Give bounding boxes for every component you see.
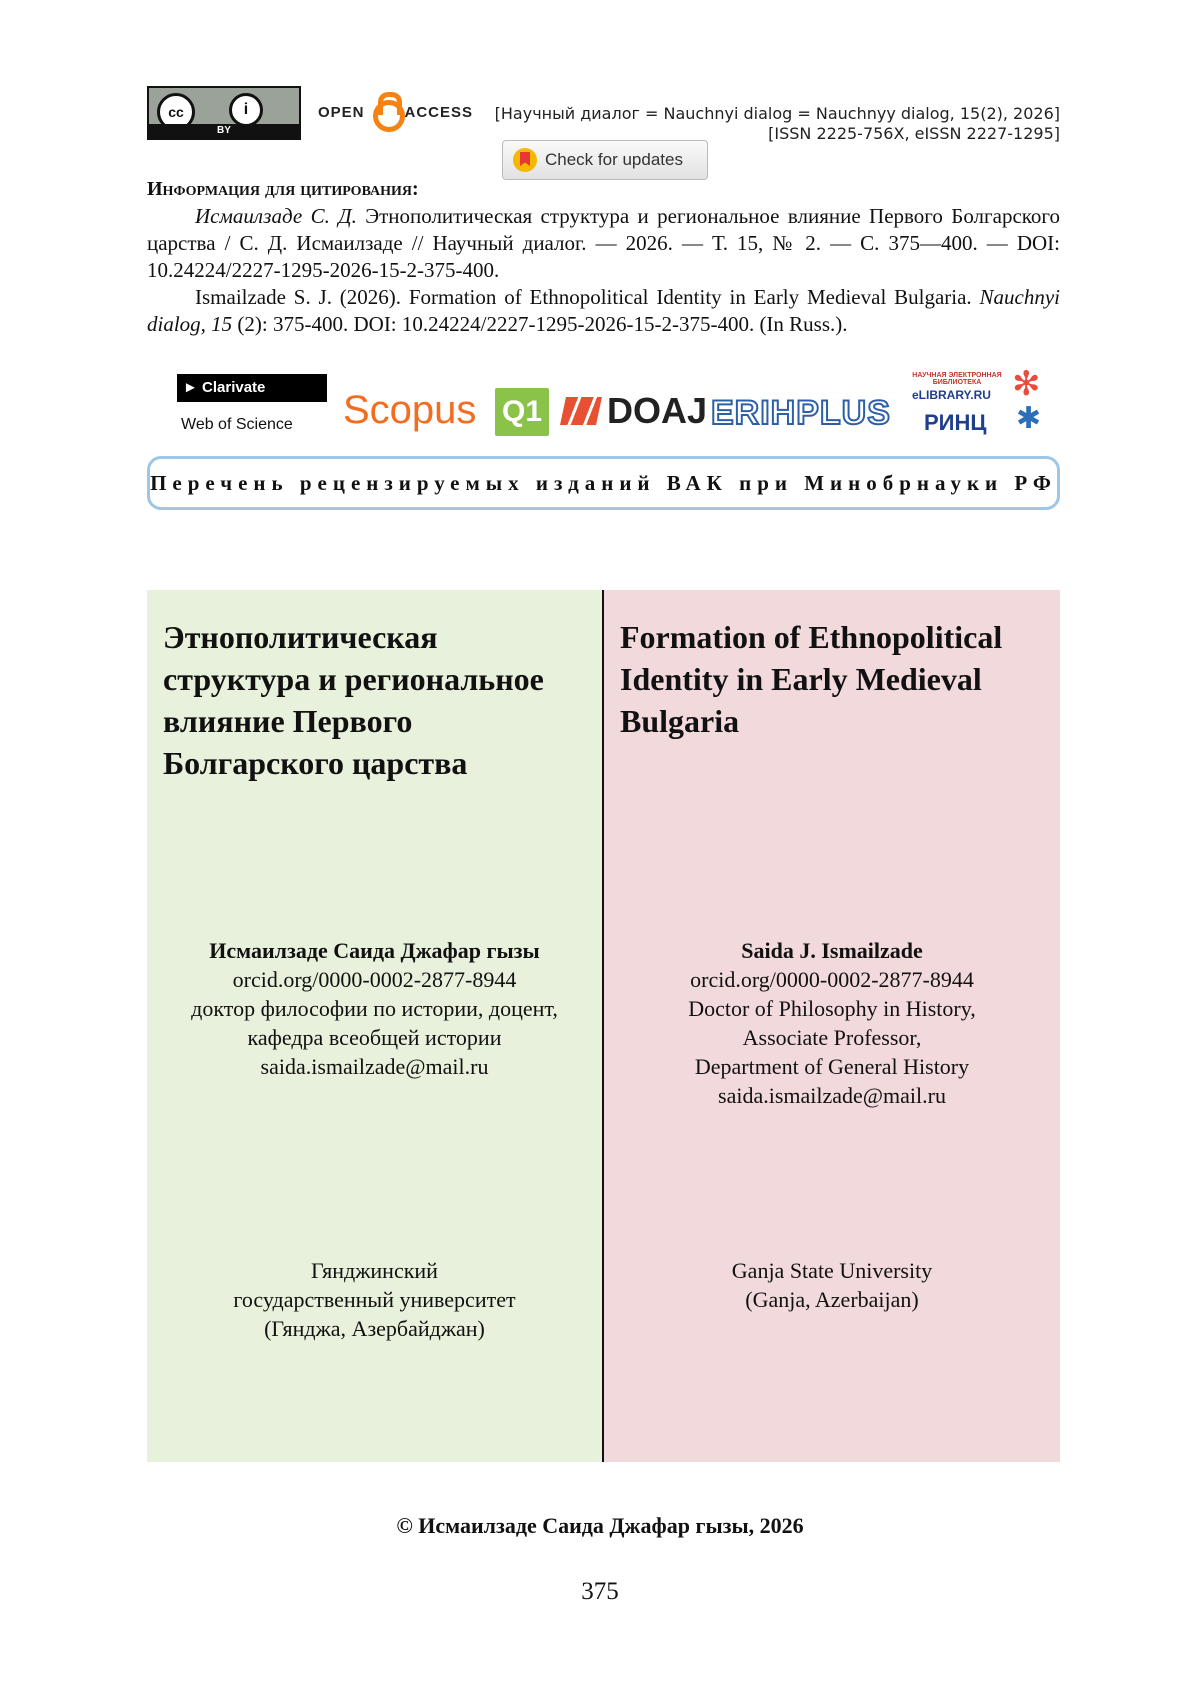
open-access-logo xyxy=(318,86,473,138)
citation-heading: Информация для цитирования: xyxy=(147,178,419,200)
open-lock-icon xyxy=(371,92,399,132)
check-updates-label: Check for updates xyxy=(545,150,683,169)
english-aff-line2: (Ganja, Azerbaijan) xyxy=(745,1287,919,1312)
open-access-right: ACCESS xyxy=(404,103,474,121)
russian-position-line1: доктор философии по истории, доцент, xyxy=(191,996,558,1021)
citation-russian xyxy=(147,203,1060,284)
english-author-block xyxy=(604,936,1060,1110)
journal-ref-line1: [Научный диалог = Nauchnyi dialog = Nauchnyy dialog, 15(2), 2026] xyxy=(494,104,1060,123)
q1-badge: Q1 xyxy=(495,388,549,436)
russian-orcid[interactable]: orcid.org/0000-0002-2877-8944 xyxy=(232,967,517,992)
russian-author-block xyxy=(147,936,602,1081)
article-header-panel xyxy=(147,590,1060,1462)
person-icon: ✱ xyxy=(1016,402,1042,435)
page-number: 375 xyxy=(581,1578,619,1605)
russian-title: Этнополитическая структура и региональное влияние Первого Болгарского царства xyxy=(163,619,544,781)
doaj-label: DOAJ xyxy=(607,390,708,431)
russian-affiliation xyxy=(147,1256,602,1343)
clarivate-logo[interactable]: ► Clarivate xyxy=(177,374,327,402)
vak-list-banner: Перечень рецензируемых изданий ВАК при Минобрнауки РФ xyxy=(147,456,1060,510)
attribution-icon: i xyxy=(229,93,263,127)
citation-ru-text: Этнополитическая структура и региональное влияние Первого Болгарского царства / С. Д. Исмаилзаде // Научный диалог. — 2026. — Т. 15, № 2. — С. 375—400. — DOI: 10.24224/2227-1295-2026-15-2-375-400. xyxy=(147,204,1060,282)
open-access-left: OPEN xyxy=(318,103,365,121)
russian-aff-line3: (Гянджа, Азербайджан) xyxy=(264,1316,485,1341)
elibrary-tagline: НАУЧНАЯ ЭЛЕКТРОННАЯ БИБЛИОТЕКА xyxy=(912,372,1002,386)
citation-en-text: Ismailzade S. J. (2026). Formation of Ethnopolitical Identity in Early Medieval Bulgaria. xyxy=(195,285,980,309)
english-affiliation xyxy=(604,1256,1060,1314)
english-position-line2: Associate Professor, xyxy=(742,1025,922,1050)
doaj-logo[interactable] xyxy=(563,390,707,432)
citation-english xyxy=(147,284,1060,338)
journal-reference xyxy=(495,104,1060,144)
citation-block xyxy=(147,176,1060,338)
doaj-icon xyxy=(560,397,602,425)
cc-icon: cc xyxy=(157,93,195,131)
copyright-notice: © Исмаилзаде Саида Джафар гызы, 2026 xyxy=(396,1513,804,1538)
english-email[interactable]: saida.ismailzade@mail.ru xyxy=(718,1083,946,1108)
russian-position-line2: кафедра всеобщей истории xyxy=(247,1025,502,1050)
asterisk-icon: ✻ xyxy=(1012,366,1041,403)
citation-en-journal: Nauchnyi dialog, 15 xyxy=(147,285,1060,336)
elibrary-label: eLIBRARY.RU xyxy=(912,388,991,402)
english-position-line3: Department of General History xyxy=(694,1054,970,1079)
english-author-name: Saida J. Ismailzade xyxy=(741,938,923,963)
russian-aff-line2: государственный университет xyxy=(233,1287,516,1312)
web-of-science-logo[interactable]: Web of Science xyxy=(181,416,293,433)
russian-column xyxy=(147,590,602,1462)
journal-ref-line2: [ISSN 2225-756X, eISSN 2227-1295] xyxy=(768,124,1060,143)
english-aff-line1: Ganja State University xyxy=(731,1258,933,1283)
english-column xyxy=(604,590,1060,1462)
check-for-updates-button[interactable] xyxy=(502,140,708,180)
rinc-label: РИНЦ xyxy=(924,410,987,435)
english-position-line1: Doctor of Philosophy in History, xyxy=(688,996,976,1021)
citation-en-rest: (2): 375-400. DOI: 10.24224/2227-1295-2026-15-2-375-400. (In Russ.). xyxy=(232,312,848,336)
crossmark-icon xyxy=(513,148,537,172)
erihplus-logo[interactable]: ERIHPLUS xyxy=(711,394,891,432)
english-title: Formation of Ethnopolitical Identity in Early Medieval Bulgaria xyxy=(620,619,1003,739)
elibrary-logo[interactable] xyxy=(912,366,1062,444)
clarivate-label: Clarivate xyxy=(202,379,266,396)
scopus-logo[interactable]: Scopus xyxy=(343,388,477,432)
indexing-logos xyxy=(147,366,1060,444)
russian-aff-line1: Гянджинский xyxy=(311,1258,438,1283)
citation-ru-author: Исмаилзаде С. Д. xyxy=(195,204,357,228)
russian-email[interactable]: saida.ismailzade@mail.ru xyxy=(260,1054,489,1079)
english-orcid[interactable]: orcid.org/0000-0002-2877-8944 xyxy=(690,967,974,992)
russian-author-name: Исмаилзаде Саида Джафар гызы xyxy=(209,938,540,963)
cc-by-label: BY xyxy=(149,124,299,138)
cc-by-license-badge[interactable] xyxy=(147,86,301,140)
